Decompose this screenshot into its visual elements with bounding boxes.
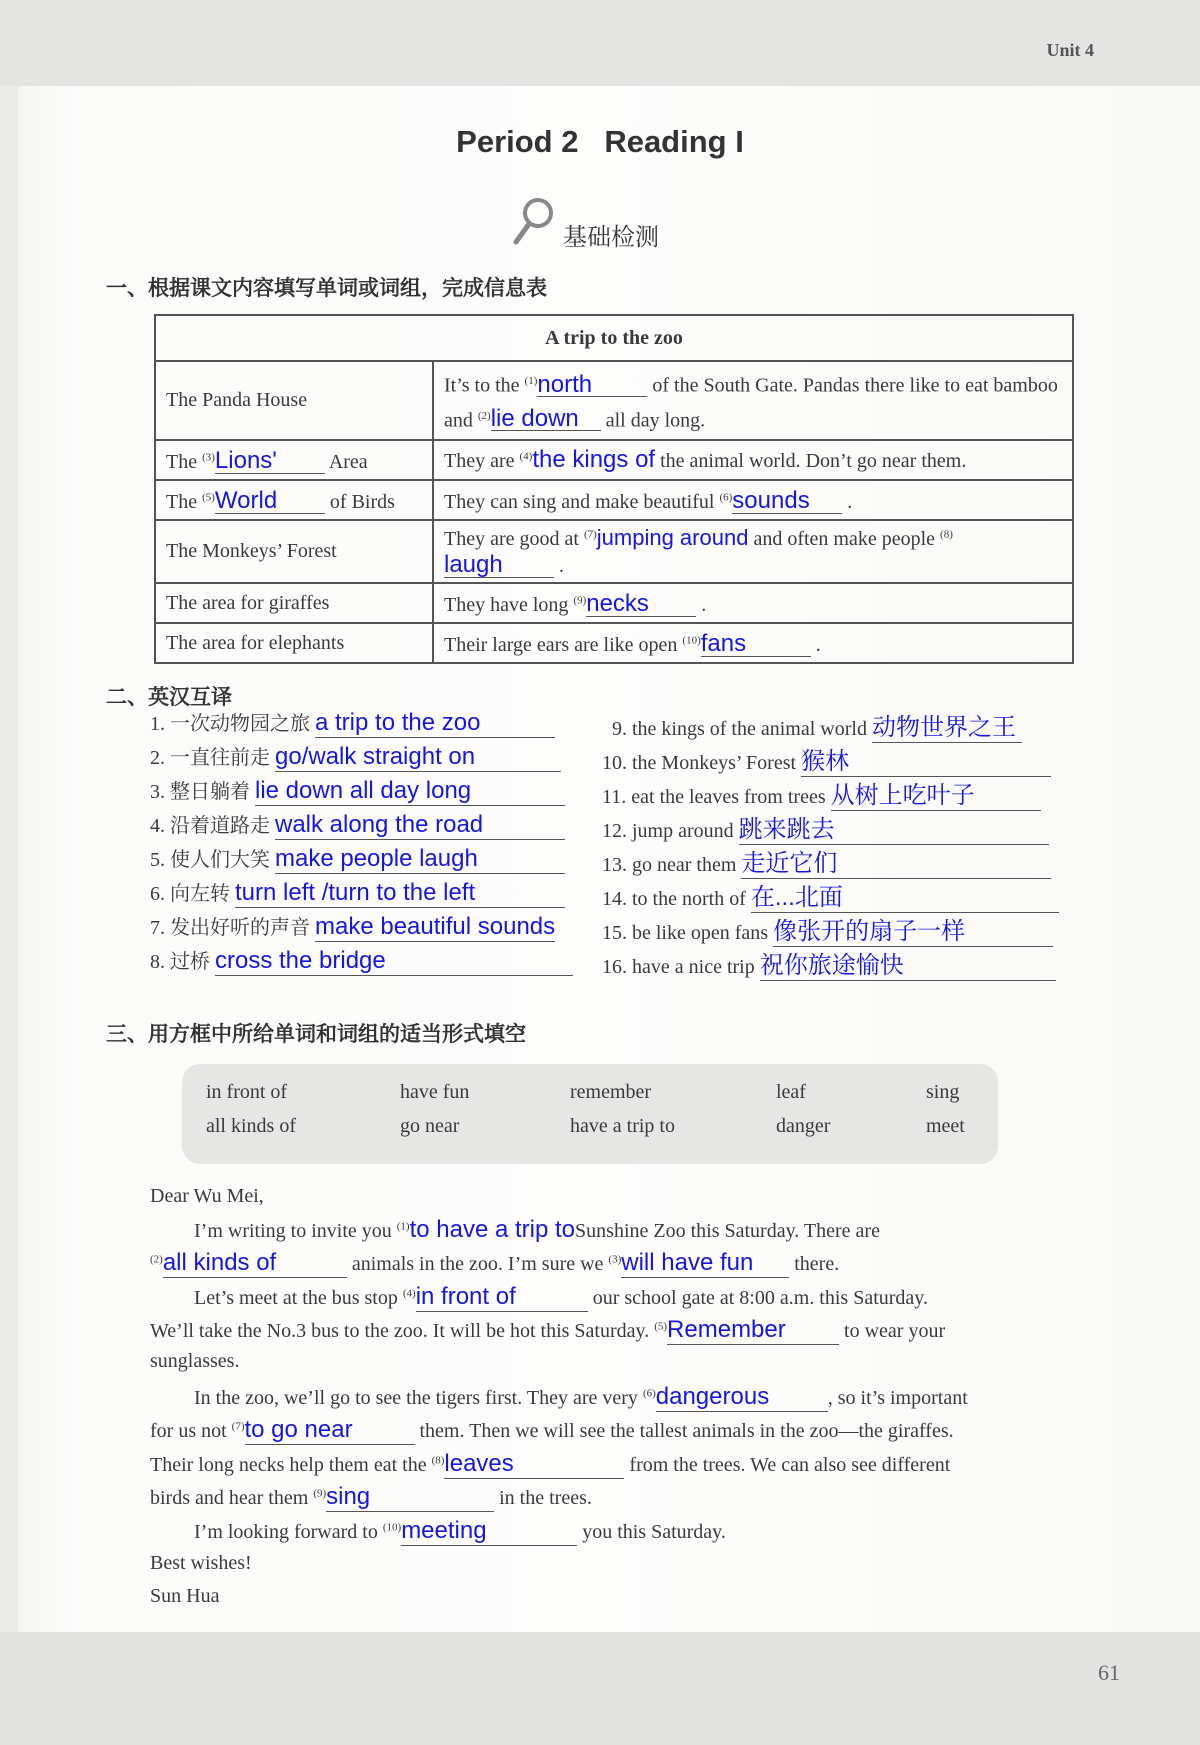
table-cell-info: Their large ears are like open $^{(10)}$fans . <box>433 623 1073 663</box>
word-option: in front of <box>206 1081 288 1103</box>
list-item: 12. jump around 跳来跳去 <box>602 809 1049 845</box>
table-cell-info: They can sing and make beautiful $^{(6)}$sounds . <box>433 480 1073 520</box>
answer: jumping around <box>596 525 749 551</box>
answer: Lions' <box>214 446 277 474</box>
table-cell-info: They have long $^{(9)}$necks . <box>433 583 1073 623</box>
bottom-margin <box>0 1632 1200 1745</box>
list-item: 13. go near them 走近它们 <box>602 843 1051 879</box>
table-cell-place: The $^{(5)}$World of Birds <box>155 480 433 520</box>
list-item: 1. 一次动物园之旅 a trip to the zoo <box>150 707 555 738</box>
word-option: go near <box>400 1115 460 1137</box>
list-item: 3. 整日躺着 lie down all day long <box>150 775 565 806</box>
table-cell-place: The Panda House <box>155 361 433 440</box>
magnifier-icon <box>508 196 558 246</box>
table-cell-place: The $^{(3)}$Lions' Area <box>155 440 433 480</box>
table-cell-place: The Monkeys’ Forest <box>155 520 433 583</box>
section3-heading: 三、用方框中所给单词和词组的适当形式填空 <box>106 1022 526 1046</box>
list-item: 2. 一直往前走 go/walk straight on <box>150 741 561 772</box>
info-table <box>154 314 1074 664</box>
table-title: A trip to the zoo <box>155 315 1073 361</box>
letter-line: for us not $^{(7)}$to go near them. Then we will see the tallest animals in the zoo—the giraffes. <box>150 1416 954 1443</box>
letter-signature: Sun Hua <box>150 1585 220 1607</box>
letter-line: We’ll take the No.3 bus to the zoo. It will be hot this Saturday. $^{(5)}$Remember to wear your <box>150 1316 946 1343</box>
letter-line: $^{(2)}$all kinds of animals in the zoo. I’m sure we $^{(3)}$will have fun there. <box>150 1249 840 1276</box>
word-option: have a trip to <box>570 1115 675 1137</box>
section-subtitle: 基础检测 <box>563 223 659 251</box>
unit-label: Unit 4 <box>1046 40 1094 60</box>
word-option: danger <box>776 1115 831 1137</box>
table-cell-place: The area for elephants <box>155 623 433 663</box>
answer: sounds <box>732 486 810 514</box>
page-title: Period 2 Reading I <box>456 124 744 159</box>
list-item: 4. 沿着道路走 walk along the road <box>150 809 565 840</box>
letter-line: birds and hear them $^{(9)}$sing in the trees. <box>150 1483 592 1510</box>
list-item: 8. 过桥 cross the bridge <box>150 945 573 976</box>
letter-greeting: Dear Wu Mei, <box>150 1185 264 1207</box>
list-item: 15. be like open fans 像张开的扇子一样 <box>602 911 1053 947</box>
list-item: 16. have a nice trip 祝你旅途愉快 <box>602 945 1056 981</box>
answer: necks <box>586 589 649 617</box>
answer: the kings of <box>532 446 656 474</box>
word-box <box>182 1064 998 1164</box>
word-option: have fun <box>400 1081 470 1103</box>
left-margin <box>0 86 18 1745</box>
list-item: 11. eat the leaves from trees 从树上吃叶子 <box>602 775 1041 811</box>
answer: fans <box>700 629 747 657</box>
table-cell-place: The area for giraffes <box>155 583 433 623</box>
word-option: all kinds of <box>206 1115 296 1137</box>
table-cell-info: They are good at $^{(7)}$jumping around and often make people $^{(8)}$laugh . <box>433 520 1073 583</box>
answer: World <box>214 486 278 514</box>
word-option: meet <box>926 1115 965 1137</box>
answer: laugh <box>444 551 503 579</box>
table-cell-info: It’s to the $^{(1)}$north of the South Gate. Pandas there like to eat bamboo and $^{(2)}$lie down all day long. <box>433 361 1073 440</box>
answer: lie down <box>490 405 579 433</box>
section1-heading: 一、根据课文内容填写单词或词组，完成信息表 <box>106 276 547 300</box>
answer: north <box>537 370 593 398</box>
section2-heading: 二、英汉互译 <box>106 685 232 709</box>
page-number: 61 <box>1098 1660 1120 1685</box>
list-item: 5. 使人们大笑 make people laugh <box>150 843 565 874</box>
letter-line: I’m looking forward to $^{(10)}$meeting you this Saturday. <box>194 1517 726 1544</box>
list-item: 14. to the north of 在...北面 <box>602 877 1059 913</box>
letter-line: sunglasses. <box>150 1350 240 1372</box>
top-margin <box>0 0 1200 86</box>
word-option: remember <box>570 1081 652 1103</box>
letter-line: Their long necks help them eat the $^{(8)}$leaves from the trees. We can also see different <box>150 1450 951 1477</box>
list-item: 9. the kings of the animal world 动物世界之王 <box>612 707 1022 743</box>
table-cell-info: They are $^{(4)}$the kings of the animal world. Don’t go near them. <box>433 440 1073 480</box>
letter-line: I’m writing to invite you $^{(1)}$to have a trip toSunshine Zoo this Saturday. There are <box>194 1216 880 1243</box>
letter-line: In the zoo, we’ll go to see the tigers first. They are very $^{(6)}$dangerous , so it’s important <box>194 1383 968 1410</box>
word-option: leaf <box>776 1081 806 1103</box>
letter-line: Let’s meet at the bus stop $^{(4)}$in front of our school gate at 8:00 a.m. this Saturday. <box>194 1283 928 1310</box>
list-item: 7. 发出好听的声音 make beautiful sounds <box>150 913 556 940</box>
word-option: sing <box>926 1081 960 1103</box>
letter-closing: Best wishes! <box>150 1552 252 1574</box>
list-item: 6. 向左转 turn left /turn to the left <box>150 877 565 908</box>
list-item: 10. the Monkeys’ Forest 猴林 <box>602 741 1051 777</box>
